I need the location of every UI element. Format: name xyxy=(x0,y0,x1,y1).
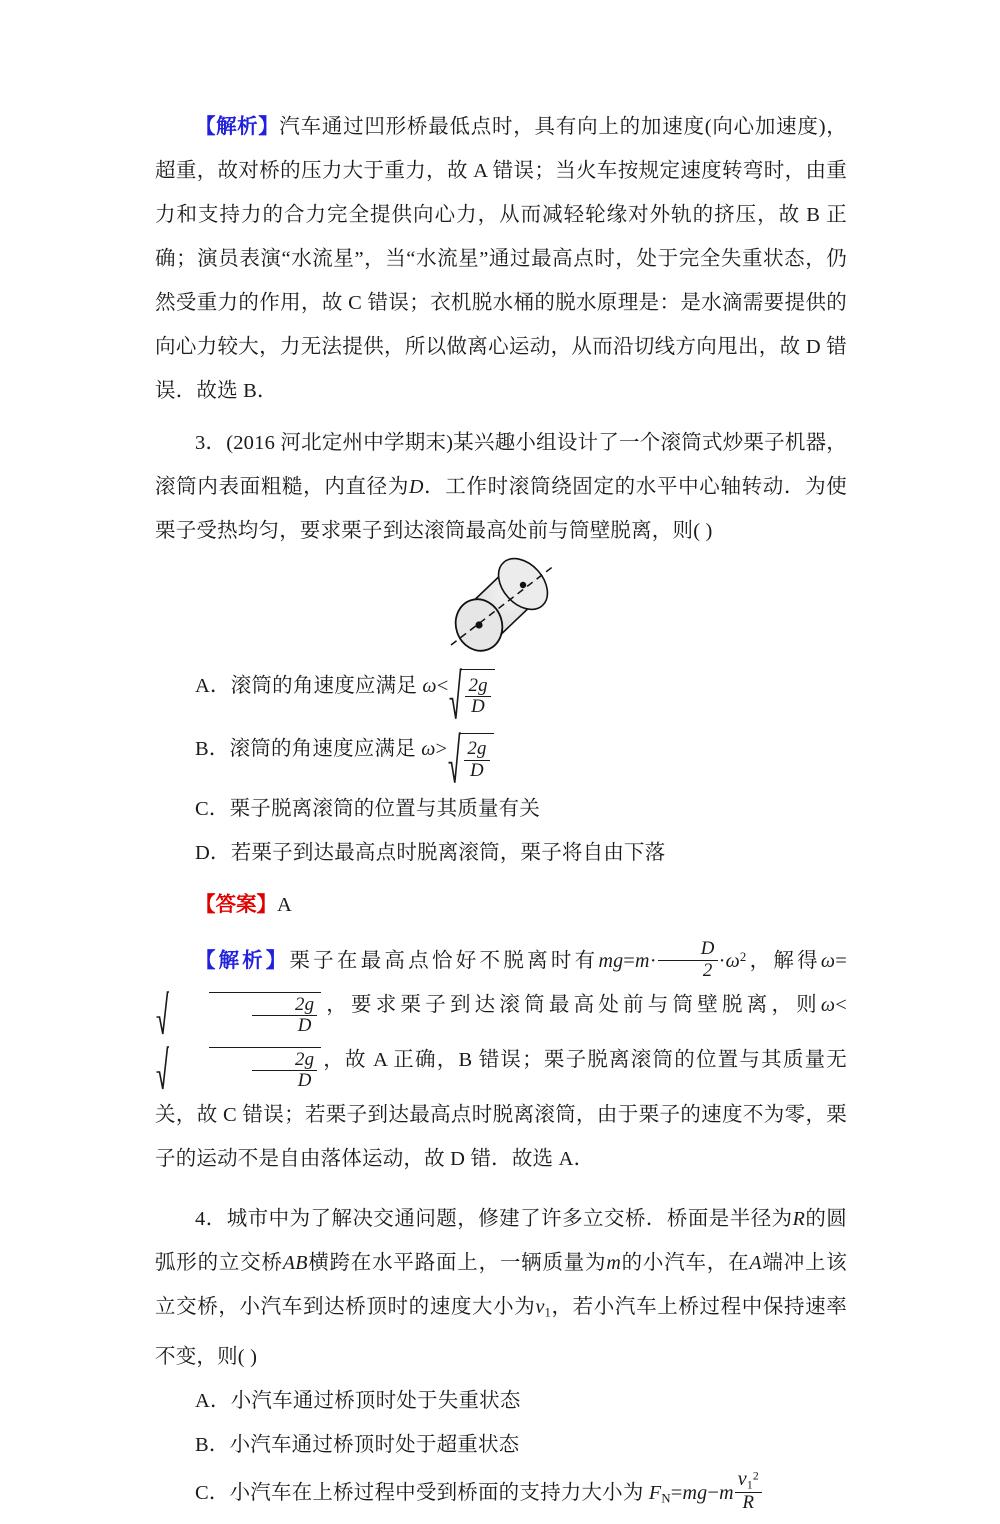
omega-symbol: ω xyxy=(422,675,437,697)
option-label: A． xyxy=(195,675,231,697)
option-label: A． xyxy=(195,1389,231,1412)
numerator: 2g xyxy=(295,1048,315,1070)
option-text: 小汽车通过桥顶时处于超重状态 xyxy=(229,1433,520,1456)
radicand xyxy=(461,733,493,787)
analysis-tag: 【解析】 xyxy=(195,116,280,138)
question-4-stem-part3: 横跨在水平路面上，一辆质量为 xyxy=(307,1252,607,1275)
fraction xyxy=(252,995,317,1037)
equals-sign-2: = xyxy=(835,949,847,972)
velocity-symbol: v xyxy=(737,1467,747,1490)
numerator: 2g xyxy=(295,993,315,1015)
fraction-v1-squared-over-R xyxy=(735,1469,762,1513)
option-text: 滚筒的角速度应满足 xyxy=(230,675,418,697)
omega-symbol: ω xyxy=(725,949,740,972)
option-text: 滚筒的角速度应满足 xyxy=(229,738,416,761)
term-mg: mg xyxy=(682,1481,708,1504)
equals-sign: = xyxy=(623,949,636,972)
spacer xyxy=(155,413,847,421)
near-center-dot xyxy=(475,621,482,628)
sqrt-expression xyxy=(156,992,321,1038)
mass-symbol: m xyxy=(635,949,650,972)
option-label: D． xyxy=(195,841,231,864)
var-m: m xyxy=(606,1252,622,1275)
spacer xyxy=(155,1181,847,1197)
dot-operator: · xyxy=(649,949,657,972)
question-3-option-a[interactable] xyxy=(155,660,847,723)
radicand xyxy=(209,992,321,1038)
relation-symbol: < xyxy=(436,675,449,697)
sqrt-expression xyxy=(448,733,493,787)
fraction-D-over-2 xyxy=(658,939,718,981)
fraction xyxy=(252,1050,317,1092)
analysis-q2-paragraph xyxy=(155,105,847,413)
omega-symbol-2: ω xyxy=(820,949,836,972)
analysis-seg1: 栗子在最高点恰好不脱离时有 xyxy=(289,949,599,972)
question-4-stem-part4: 的小汽车，在 xyxy=(621,1252,750,1275)
omega-symbol: ω xyxy=(421,738,436,761)
analysis-q2-body: 汽车通过凹形桥最低点时，具有向上的加速度(向心加速度)，超重，故对桥的压力大于重力，故 A 错误；当火车按规定速度转弯时，由重力和支持力的合力完全提供向心力，从而减轻轮缘对外轨的挤压，故 B 正确；演员表演“水流星”，当“水流星”通过最高点时，处于完全失重状态，仍然受重力的作用，故 C 错误；衣机脱水桶的脱水原理是：是水滴需要提供的向心力较大，力无法提供，所以做离心运动，从而沿切线方向甩出，故 D 错误．故选 B． xyxy=(155,116,847,402)
var-AB: AB xyxy=(282,1252,308,1275)
denominator: R xyxy=(735,1492,762,1513)
equals-sign: = xyxy=(670,1481,683,1504)
question-4-stem-part1: 城市中为了解决交通问题，修建了许多立交桥．桥面是半径为 xyxy=(226,1208,793,1231)
var-R: R xyxy=(792,1208,806,1231)
question-3-analysis xyxy=(155,935,847,1182)
question-3-source: (2016 河北定州中学期末) xyxy=(226,432,454,454)
velocity-exponent: 2 xyxy=(752,1469,759,1483)
sqrt-expression xyxy=(156,1047,321,1093)
equation-mg: mg xyxy=(598,949,624,972)
omega-symbol-3: ω xyxy=(820,993,836,1016)
numerator: D xyxy=(700,938,715,960)
answer-value: A xyxy=(277,893,293,916)
option-text: 栗子脱离滚筒的位置与其质量有关 xyxy=(229,797,541,820)
relation-symbol: > xyxy=(435,738,448,761)
analysis-seg4: ，故 A 正确，B 错误；栗子脱离滚筒的位置与其质量无关，故 C 错误；若栗子到达最高点时脱离滚筒，由于栗子的速度不为零，栗子的运动不是自由落体运动，故 D 错．故选 A． xyxy=(155,1048,847,1171)
velocity-subscript: 1 xyxy=(746,1478,753,1492)
far-center-dot xyxy=(520,582,526,588)
radicand xyxy=(209,1047,321,1093)
var-v: v xyxy=(535,1296,545,1319)
denominator: D xyxy=(252,1070,317,1091)
denominator: 2 xyxy=(658,960,718,981)
spacer xyxy=(155,875,847,883)
question-4-stem-part2: 的圆弧形的立交桥 xyxy=(155,1208,848,1275)
rotating-drum-figure xyxy=(155,557,847,658)
page-content xyxy=(155,105,847,1524)
question-3-var-D: D xyxy=(409,476,424,498)
numerator: 2g xyxy=(468,674,488,696)
var-A: A xyxy=(749,1252,762,1275)
question-4-stem-part5: 端冲上该立交桥，小汽车到达桥顶时的速度大小为 xyxy=(155,1252,847,1319)
radicand xyxy=(462,669,494,723)
question-3-option-b[interactable] xyxy=(155,723,847,786)
question-3-number: 3． xyxy=(195,432,227,454)
var-v-subscript: 1 xyxy=(544,1305,552,1320)
question-3-answer xyxy=(155,883,847,927)
option-text: 小汽车通过桥顶时处于失重状态 xyxy=(230,1389,521,1412)
analysis-seg2: ，解得 xyxy=(746,949,821,972)
relation-symbol: < xyxy=(835,993,847,1016)
radical-sign-icon xyxy=(156,1045,169,1091)
denominator: D xyxy=(252,1015,317,1036)
radical-sign-icon xyxy=(156,990,169,1036)
spacer xyxy=(155,927,847,935)
option-text: 小汽车在上桥过程中受到桥面的支持力大小为 xyxy=(229,1481,644,1504)
omega-exponent: 2 xyxy=(739,949,747,964)
normal-force-subscript: N xyxy=(661,1491,671,1506)
question-4-number: 4． xyxy=(195,1208,227,1231)
analysis-tag: 【解析】 xyxy=(195,949,290,972)
denominator: D xyxy=(465,696,490,717)
dot-operator-2: · xyxy=(718,949,726,972)
question-4-stem xyxy=(155,1197,847,1379)
question-3-stem xyxy=(155,421,847,553)
question-3-stem-part2: ．工作时滚筒绕固定的水平中心轴转动．为使栗子受热均匀，要求栗子到达滚筒最高处前与筒壁脱离，则( ) xyxy=(155,476,848,542)
radical-sign-icon xyxy=(449,667,462,721)
sqrt-expression xyxy=(449,669,494,723)
normal-force-symbol: F xyxy=(648,1481,662,1504)
fraction xyxy=(464,739,489,781)
option-label: C． xyxy=(195,797,230,820)
answer-tag: 【答案】 xyxy=(195,893,277,916)
option-label: B． xyxy=(195,738,230,761)
question-4-option-b[interactable] xyxy=(155,1423,847,1467)
term-m: m xyxy=(719,1481,734,1504)
question-4-option-a[interactable] xyxy=(155,1379,847,1423)
analysis-seg3: ，要求栗子到达滚筒最高处前与筒壁脱离，则 xyxy=(322,993,821,1016)
question-3-option-c[interactable] xyxy=(155,787,847,831)
question-3-stem-part1: 某兴趣小组设计了一个滚筒式炒栗子机器，滚筒内表面粗糙，内直径为 xyxy=(155,432,847,498)
minus-sign: − xyxy=(707,1481,720,1504)
question-3-option-d[interactable] xyxy=(155,831,847,875)
option-text: 若栗子到达最高点时脱离滚筒，栗子将自由下落 xyxy=(230,841,666,864)
question-4-stem-part6: ，若小汽车上桥过程中保持速率不变，则( ) xyxy=(155,1296,847,1368)
numerator xyxy=(735,1469,762,1492)
option-label: B． xyxy=(195,1433,230,1456)
cylinder-icon xyxy=(431,557,571,653)
question-4-option-c[interactable] xyxy=(155,1467,847,1524)
fraction xyxy=(465,676,490,718)
numerator: 2g xyxy=(467,738,487,760)
option-label: C． xyxy=(195,1481,230,1504)
denominator: D xyxy=(464,760,489,781)
radical-sign-icon xyxy=(448,731,461,785)
